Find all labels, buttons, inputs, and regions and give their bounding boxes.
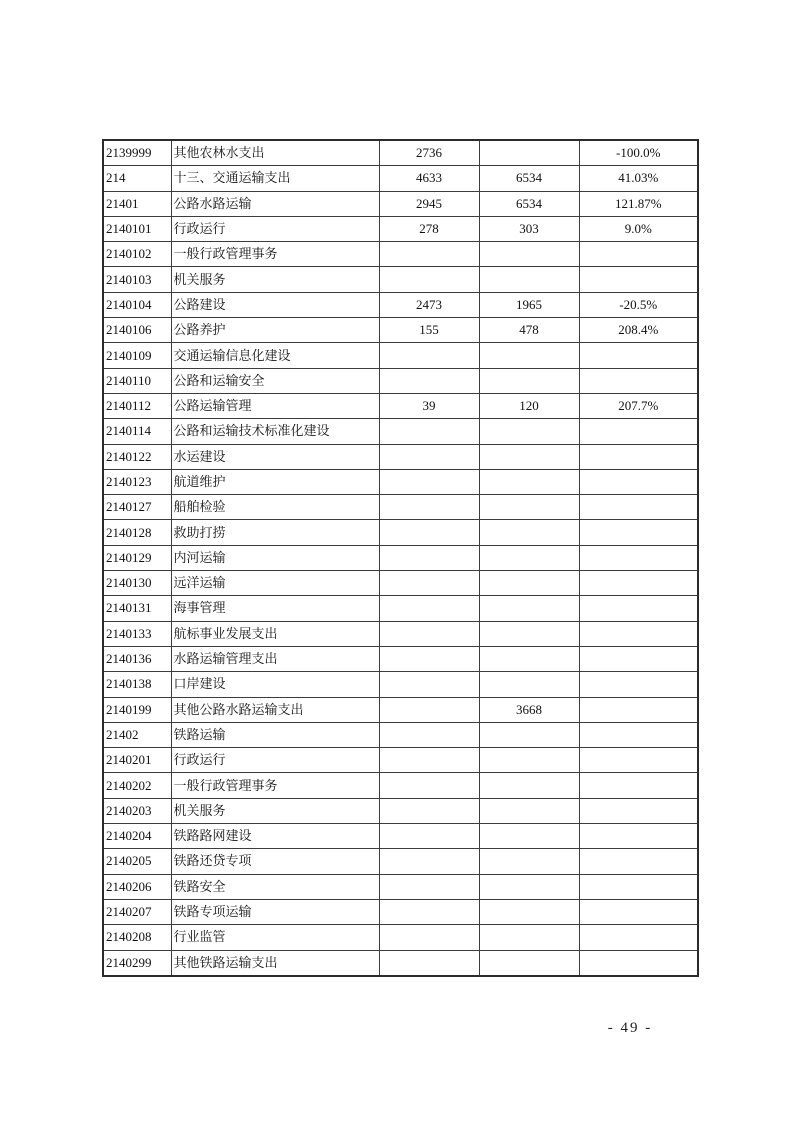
budget-table-body — [103, 140, 698, 976]
row-change-pct-cell — [579, 621, 698, 646]
row-change-pct-cell: 9.0% — [579, 216, 698, 241]
row-amount-prev-cell: 39 — [379, 393, 479, 418]
row-change-pct-cell — [579, 343, 698, 368]
row-name-cell: 一般行政管理事务 — [171, 773, 379, 798]
row-name-cell: 一般行政管理事务 — [171, 242, 379, 267]
row-amount-current-cell: 3668 — [479, 697, 579, 722]
row-change-pct-cell — [579, 950, 698, 976]
row-amount-current-cell — [479, 267, 579, 292]
table-row — [103, 166, 698, 191]
row-change-pct-cell — [579, 419, 698, 444]
table-row — [103, 469, 698, 494]
row-code-cell: 2140101 — [103, 216, 171, 241]
table-row — [103, 798, 698, 823]
row-code-cell: 2140207 — [103, 899, 171, 924]
row-amount-current-cell — [479, 621, 579, 646]
row-amount-current-cell: 6534 — [479, 191, 579, 216]
table-row — [103, 722, 698, 747]
row-amount-current-cell — [479, 596, 579, 621]
row-code-cell: 2140122 — [103, 444, 171, 469]
row-name-cell: 海事管理 — [171, 596, 379, 621]
row-change-pct-cell — [579, 925, 698, 950]
row-name-cell: 公路和运输技术标准化建设 — [171, 419, 379, 444]
row-code-cell: 2140103 — [103, 267, 171, 292]
page-number: - 49 - — [607, 1020, 653, 1036]
row-amount-prev-cell — [379, 368, 479, 393]
row-amount-prev-cell: 2473 — [379, 292, 479, 317]
table-row — [103, 950, 698, 976]
row-amount-current-cell — [479, 798, 579, 823]
row-amount-prev-cell — [379, 722, 479, 747]
row-code-cell: 2140208 — [103, 925, 171, 950]
row-change-pct-cell — [579, 520, 698, 545]
row-change-pct-cell — [579, 849, 698, 874]
row-code-cell: 2140128 — [103, 520, 171, 545]
row-amount-prev-cell: 278 — [379, 216, 479, 241]
row-amount-prev-cell — [379, 495, 479, 520]
row-amount-prev-cell — [379, 874, 479, 899]
row-name-cell: 公路运输管理 — [171, 393, 379, 418]
row-code-cell: 2140138 — [103, 672, 171, 697]
row-change-pct-cell — [579, 874, 698, 899]
table-row — [103, 191, 698, 216]
row-name-cell: 交通运输信息化建设 — [171, 343, 379, 368]
row-code-cell: 2140203 — [103, 798, 171, 823]
row-amount-current-cell — [479, 722, 579, 747]
row-amount-prev-cell — [379, 950, 479, 976]
row-change-pct-cell — [579, 646, 698, 671]
row-amount-prev-cell — [379, 596, 479, 621]
row-name-cell: 公路建设 — [171, 292, 379, 317]
row-change-pct-cell — [579, 444, 698, 469]
row-code-cell: 2140130 — [103, 571, 171, 596]
row-change-pct-cell — [579, 469, 698, 494]
row-code-cell: 2140299 — [103, 950, 171, 976]
row-amount-prev-cell — [379, 646, 479, 671]
row-change-pct-cell — [579, 899, 698, 924]
row-code-cell: 2140136 — [103, 646, 171, 671]
row-name-cell: 公路水路运输 — [171, 191, 379, 216]
row-name-cell: 口岸建设 — [171, 672, 379, 697]
row-amount-current-cell — [479, 672, 579, 697]
row-name-cell: 水运建设 — [171, 444, 379, 469]
table-row — [103, 899, 698, 924]
row-amount-current-cell: 120 — [479, 393, 579, 418]
row-amount-current-cell — [479, 343, 579, 368]
row-name-cell: 内河运输 — [171, 545, 379, 570]
row-amount-current-cell — [479, 925, 579, 950]
row-amount-current-cell — [479, 950, 579, 976]
row-amount-prev-cell — [379, 621, 479, 646]
row-change-pct-cell — [579, 672, 698, 697]
table-row — [103, 571, 698, 596]
row-code-cell: 2140114 — [103, 419, 171, 444]
table-row — [103, 672, 698, 697]
row-code-cell: 214 — [103, 166, 171, 191]
row-amount-current-cell — [479, 748, 579, 773]
table-row — [103, 318, 698, 343]
row-amount-prev-cell — [379, 242, 479, 267]
row-change-pct-cell: 207.7% — [579, 393, 698, 418]
row-amount-prev-cell — [379, 899, 479, 924]
row-code-cell: 2140104 — [103, 292, 171, 317]
table-row — [103, 646, 698, 671]
row-amount-current-cell: 1965 — [479, 292, 579, 317]
table-row — [103, 849, 698, 874]
row-name-cell: 行业监管 — [171, 925, 379, 950]
table-row — [103, 495, 698, 520]
table-row — [103, 925, 698, 950]
row-name-cell: 其他公路水路运输支出 — [171, 697, 379, 722]
row-code-cell: 2140110 — [103, 368, 171, 393]
row-amount-prev-cell — [379, 267, 479, 292]
row-name-cell: 铁路安全 — [171, 874, 379, 899]
row-amount-prev-cell — [379, 824, 479, 849]
budget-table — [102, 139, 699, 977]
row-amount-prev-cell — [379, 748, 479, 773]
table-row — [103, 368, 698, 393]
row-code-cell: 2140133 — [103, 621, 171, 646]
row-amount-current-cell: 6534 — [479, 166, 579, 191]
table-row — [103, 140, 698, 166]
row-change-pct-cell — [579, 798, 698, 823]
table-row — [103, 545, 698, 570]
row-change-pct-cell — [579, 545, 698, 570]
row-code-cell: 2140199 — [103, 697, 171, 722]
table-row — [103, 343, 698, 368]
row-name-cell: 远洋运输 — [171, 571, 379, 596]
table-row — [103, 267, 698, 292]
row-change-pct-cell — [579, 495, 698, 520]
table-row — [103, 773, 698, 798]
row-change-pct-cell: -100.0% — [579, 140, 698, 166]
row-amount-prev-cell — [379, 343, 479, 368]
row-change-pct-cell — [579, 368, 698, 393]
row-name-cell: 铁路运输 — [171, 722, 379, 747]
row-change-pct-cell — [579, 267, 698, 292]
row-name-cell: 其他农林水支出 — [171, 140, 379, 166]
row-amount-prev-cell — [379, 520, 479, 545]
table-row — [103, 874, 698, 899]
row-amount-current-cell — [479, 571, 579, 596]
row-change-pct-cell — [579, 571, 698, 596]
row-name-cell: 铁路专项运输 — [171, 899, 379, 924]
row-code-cell: 2140112 — [103, 393, 171, 418]
row-name-cell: 行政运行 — [171, 216, 379, 241]
row-name-cell: 铁路还贷专项 — [171, 849, 379, 874]
row-change-pct-cell — [579, 824, 698, 849]
row-amount-current-cell: 303 — [479, 216, 579, 241]
row-code-cell: 21401 — [103, 191, 171, 216]
row-amount-current-cell — [479, 469, 579, 494]
row-amount-prev-cell: 2945 — [379, 191, 479, 216]
row-amount-prev-cell — [379, 469, 479, 494]
row-code-cell: 2140205 — [103, 849, 171, 874]
row-change-pct-cell: 121.87% — [579, 191, 698, 216]
table-row — [103, 444, 698, 469]
row-change-pct-cell — [579, 242, 698, 267]
table-row — [103, 520, 698, 545]
row-code-cell: 2140123 — [103, 469, 171, 494]
row-code-cell: 2140109 — [103, 343, 171, 368]
row-amount-current-cell — [479, 545, 579, 570]
row-amount-prev-cell — [379, 672, 479, 697]
row-amount-prev-cell — [379, 419, 479, 444]
row-amount-prev-cell — [379, 798, 479, 823]
row-amount-current-cell — [479, 849, 579, 874]
table-row — [103, 697, 698, 722]
row-name-cell: 航道维护 — [171, 469, 379, 494]
row-code-cell: 2140129 — [103, 545, 171, 570]
table-row — [103, 242, 698, 267]
row-change-pct-cell: 41.03% — [579, 166, 698, 191]
row-amount-current-cell — [479, 874, 579, 899]
row-name-cell: 机关服务 — [171, 267, 379, 292]
row-amount-prev-cell — [379, 697, 479, 722]
row-amount-prev-cell — [379, 849, 479, 874]
row-amount-current-cell — [479, 899, 579, 924]
row-amount-prev-cell — [379, 444, 479, 469]
row-change-pct-cell — [579, 748, 698, 773]
row-code-cell: 2140201 — [103, 748, 171, 773]
row-amount-current-cell — [479, 520, 579, 545]
row-code-cell: 2140202 — [103, 773, 171, 798]
table-row — [103, 596, 698, 621]
row-amount-current-cell — [479, 368, 579, 393]
row-code-cell: 2140206 — [103, 874, 171, 899]
table-row — [103, 292, 698, 317]
row-code-cell: 2140204 — [103, 824, 171, 849]
table-row — [103, 824, 698, 849]
row-amount-current-cell — [479, 773, 579, 798]
row-code-cell: 2140102 — [103, 242, 171, 267]
row-name-cell: 水路运输管理支出 — [171, 646, 379, 671]
table-row — [103, 216, 698, 241]
row-name-cell: 机关服务 — [171, 798, 379, 823]
row-amount-current-cell: 478 — [479, 318, 579, 343]
row-change-pct-cell: 208.4% — [579, 318, 698, 343]
row-name-cell: 公路和运输安全 — [171, 368, 379, 393]
row-amount-prev-cell — [379, 925, 479, 950]
row-amount-current-cell — [479, 444, 579, 469]
row-code-cell: 2139999 — [103, 140, 171, 166]
table-row — [103, 621, 698, 646]
table-row — [103, 748, 698, 773]
row-name-cell: 船舶检验 — [171, 495, 379, 520]
table-row — [103, 419, 698, 444]
row-amount-current-cell — [479, 824, 579, 849]
row-name-cell: 铁路路网建设 — [171, 824, 379, 849]
row-amount-prev-cell: 2736 — [379, 140, 479, 166]
row-amount-prev-cell — [379, 773, 479, 798]
row-amount-prev-cell — [379, 545, 479, 570]
row-change-pct-cell: -20.5% — [579, 292, 698, 317]
row-amount-current-cell — [479, 646, 579, 671]
row-amount-prev-cell: 4633 — [379, 166, 479, 191]
row-amount-current-cell — [479, 140, 579, 166]
row-name-cell: 航标事业发展支出 — [171, 621, 379, 646]
row-name-cell: 救助打捞 — [171, 520, 379, 545]
row-change-pct-cell — [579, 773, 698, 798]
row-change-pct-cell — [579, 697, 698, 722]
row-code-cell: 21402 — [103, 722, 171, 747]
row-code-cell: 2140106 — [103, 318, 171, 343]
row-code-cell: 2140131 — [103, 596, 171, 621]
row-name-cell: 其他铁路运输支出 — [171, 950, 379, 976]
row-name-cell: 十三、交通运输支出 — [171, 166, 379, 191]
row-amount-current-cell — [479, 495, 579, 520]
row-change-pct-cell — [579, 596, 698, 621]
row-change-pct-cell — [579, 722, 698, 747]
row-amount-prev-cell: 155 — [379, 318, 479, 343]
row-amount-current-cell — [479, 419, 579, 444]
row-name-cell: 行政运行 — [171, 748, 379, 773]
row-amount-current-cell — [479, 242, 579, 267]
row-amount-prev-cell — [379, 571, 479, 596]
table-row — [103, 393, 698, 418]
row-code-cell: 2140127 — [103, 495, 171, 520]
row-name-cell: 公路养护 — [171, 318, 379, 343]
